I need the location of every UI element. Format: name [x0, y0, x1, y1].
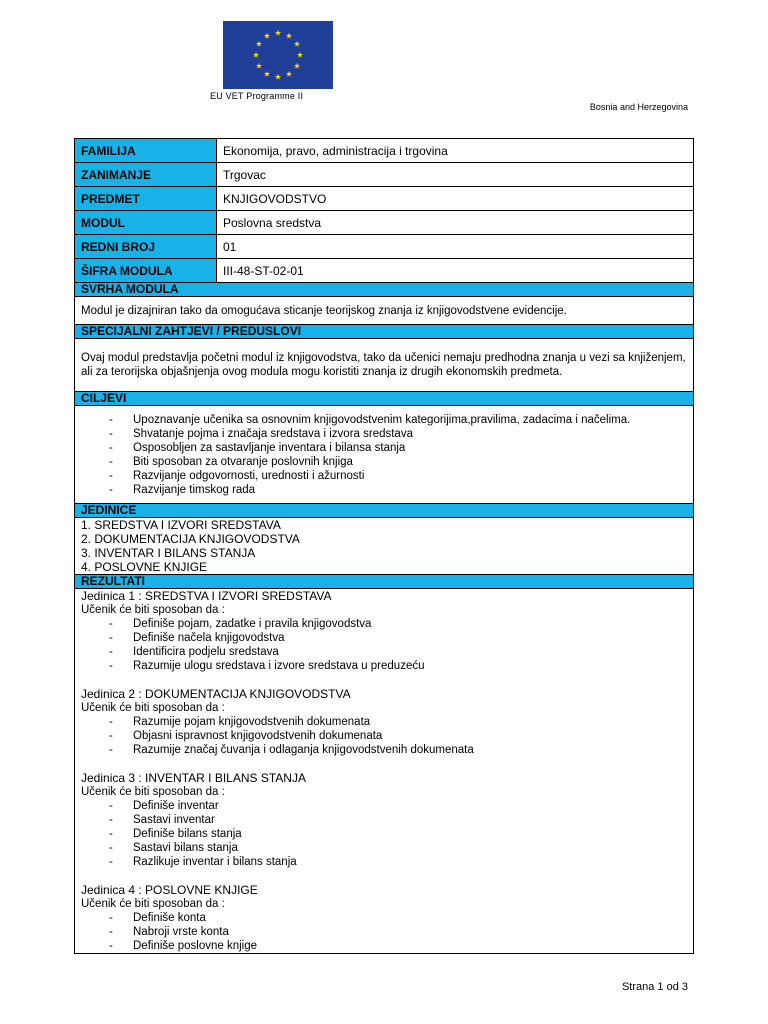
field-label: ŠIFRA MODULA	[75, 259, 217, 283]
list-item: - Nabroji vrste konta	[81, 925, 687, 939]
svrha-text: Modul je dizajniran tako da omogućava sticanje teorijskog znanja iz knjigovodstvene evidencije.	[75, 297, 694, 325]
list-item: - Definiše poslovne knjige	[81, 939, 687, 953]
star-icon	[264, 71, 270, 77]
list-item: - Razvijanje timskog rada	[81, 483, 687, 497]
list-item: - Identificira podjelu sredstava	[81, 645, 687, 659]
list-item: - Definiše bilans stanja	[81, 827, 687, 841]
list-item: - Razumije značaj čuvanja i odlaganja knjigovodstvenih dokumenata	[81, 743, 687, 757]
field-row-sifra-modula	[75, 259, 694, 283]
star-icon	[286, 33, 292, 39]
list-item: - Sastavi bilans stanja	[81, 841, 687, 855]
list-item: 4. POSLOVNE KNJIGE	[81, 560, 208, 574]
list-item: - Definiše konta	[81, 911, 687, 925]
star-icon	[294, 41, 300, 47]
list-item: - Upoznavanje učenika sa osnovnim knjigovodstvenim kategorijima,pravilima, zadacima i načelima.	[81, 413, 687, 427]
section-heading-jedinice: JEDINICE	[75, 504, 694, 518]
field-value: 01	[217, 235, 694, 259]
list-item: - Objasni ispravnost knjigovodstvenih dokumenata	[81, 729, 687, 743]
field-row-familija	[75, 139, 694, 163]
field-label: MODUL	[75, 211, 217, 235]
list-item: - Razumije ulogu sredstava i izvore sredstava u preduzeću	[81, 659, 687, 673]
rezultati-body	[75, 589, 694, 954]
unit-list	[81, 617, 687, 673]
unit-intro: Učenik će biti sposoban da :	[81, 702, 225, 714]
list-item: - Osposobljen za sastavljanje inventara i bilansa stanja	[81, 441, 687, 455]
star-icon	[264, 33, 270, 39]
unit-title: Jedinica 3 : INVENTAR I BILANS STANJA	[81, 771, 306, 785]
jedinice-body	[75, 518, 694, 575]
list-item: 3. INVENTAR I BILANS STANJA	[81, 546, 256, 560]
list-item: - Razvijanje odgovornosti, urednosti i ažurnosti	[81, 469, 687, 483]
field-row-modul	[75, 211, 694, 235]
unit-intro: Učenik će biti sposoban da :	[81, 786, 225, 798]
list-item: - Definiše pojam, zadatke i pravila knjigovodstva	[81, 617, 687, 631]
field-value: KNJIGOVODSTVO	[217, 187, 694, 211]
list-item: - Definiše načela knjigovodstva	[81, 631, 687, 645]
page-number: Strana 1 od 3	[621, 981, 688, 993]
zahtjevi-text: Ovaj modul predstavlja početni modul iz knjigovodstva, tako da učenici nemaju predhodna znanja u vezi sa knjiženjem, ali za terorijska objašnjenja ovog modula mogu koristiti znanja iz drugih ekonomskih predmeta.	[75, 339, 694, 392]
list-item: - Shvatanje pojma i značaja sredstava i izvora sredstava	[81, 427, 687, 441]
star-icon	[275, 30, 281, 36]
unit-list	[81, 715, 687, 757]
programme-label: EU VET Programme II	[210, 91, 304, 101]
field-label: REDNI BROJ	[75, 235, 217, 259]
eu-stars-icon	[223, 21, 333, 89]
field-value: Ekonomija, pravo, administracija i trgovina	[217, 139, 694, 163]
star-icon	[256, 41, 262, 47]
section-heading-rezultati: REZULTATI	[75, 575, 694, 589]
list-item: - Razlikuje inventar i bilans stanja	[81, 855, 687, 869]
star-icon	[253, 52, 259, 58]
star-icon	[286, 71, 292, 77]
section-heading-svrha: SVRHA MODULA	[75, 283, 694, 297]
field-value: Trgovac	[217, 163, 694, 187]
module-table	[74, 138, 694, 954]
field-value: III-48-ST-02-01	[217, 259, 694, 283]
star-icon	[256, 63, 262, 69]
section-heading-ciljevi: CILJEVI	[75, 392, 694, 406]
star-icon	[294, 63, 300, 69]
field-label: FAMILIJA	[75, 139, 217, 163]
eu-flag-logo	[223, 21, 333, 89]
list-item: - Sastavi inventar	[81, 813, 687, 827]
ciljevi-body	[75, 406, 694, 504]
unit-list	[81, 911, 687, 953]
unit-intro: Učenik će biti sposoban da :	[81, 604, 225, 616]
list-item: 1. SREDSTVA I IZVORI SREDSTAVA	[81, 518, 281, 532]
list-item: - Biti sposoban za otvaranje poslovnih knjiga	[81, 455, 687, 469]
field-row-predmet	[75, 187, 694, 211]
unit-intro: Učenik će biti sposoban da :	[81, 898, 225, 910]
field-row-redni-broj	[75, 235, 694, 259]
field-label: PREDMET	[75, 187, 217, 211]
unit-list	[81, 799, 687, 869]
field-row-zanimanje	[75, 163, 694, 187]
list-item: - Razumije pojam knjigovodstvenih dokumenata	[81, 715, 687, 729]
ciljevi-list	[81, 413, 687, 497]
field-value: Poslovna sredstva	[217, 211, 694, 235]
country-label: Bosnia and Herzegovina	[589, 102, 688, 112]
list-item: - Definiše inventar	[81, 799, 687, 813]
unit-title: Jedinica 2 : DOKUMENTACIJA KNJIGOVODSTVA	[81, 687, 351, 701]
star-icon	[297, 52, 303, 58]
unit-title: Jedinica 1 : SREDSTVA I IZVORI SREDSTAVA	[81, 589, 332, 603]
list-item: 2. DOKUMENTACIJA KNJIGOVODSTVA	[81, 532, 300, 546]
field-label: ZANIMANJE	[75, 163, 217, 187]
section-heading-zahtjevi: SPECIJALNI ZAHTJEVI / PREDUSLOVI	[75, 325, 694, 339]
star-icon	[275, 74, 281, 80]
unit-title: Jedinica 4 : POSLOVNE KNJIGE	[81, 883, 258, 897]
